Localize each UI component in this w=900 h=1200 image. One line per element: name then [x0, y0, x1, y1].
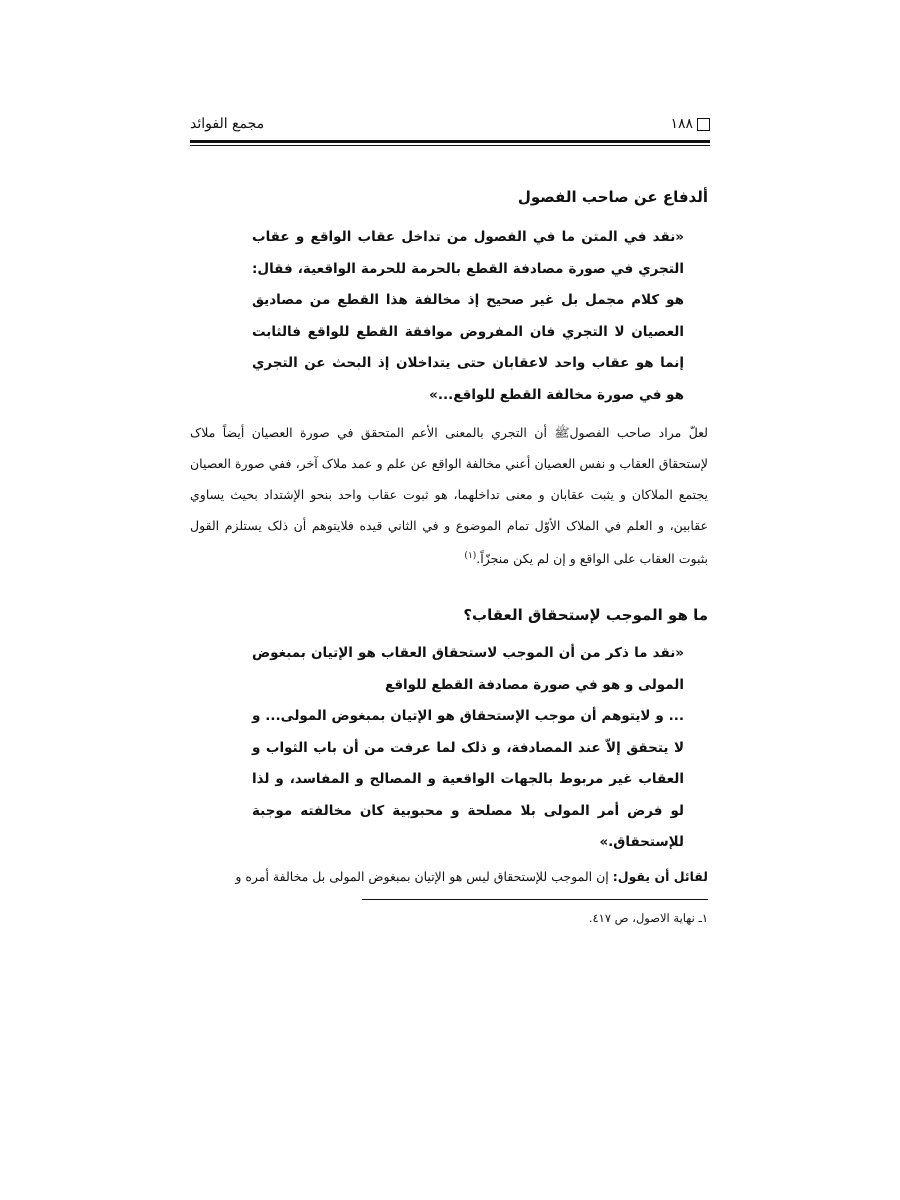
- page-number-group: [670, 116, 710, 132]
- footnote-1: ١ـ نهاية الاصول، ص ٤١٧.: [588, 911, 708, 925]
- section-heading-cause: ما هو الموجب لإستحقاق العقاب؟: [463, 606, 708, 625]
- header-rule-thick: [190, 140, 710, 143]
- footnote-reference[interactable]: (١): [464, 551, 477, 561]
- footnote-divider: [362, 899, 708, 900]
- header-rule-thin: [190, 145, 710, 146]
- commentary-text: لعلّ مراد صاحب الفصولﷺ أن التجري بالمعنى الأعم المتحقق في صورة العصيان أيضاً ملاک لإستحقاق العقاب و نفس العصيان أعني مخالفة الواقع عن علم و عمد ملاک آخر، ففي صورة العصيان يجتمع الملاكان و يثبت عقابان و معنى تداخلهما، هو ثبوت عقاب واحد بنحو الإشتداد بحيث يساوي عقابين، و العلم في الملاک الأوّل تمام الموضوع و في الثاني قيده فلايتوهم أن ذلک يستلزم القول بثبوت العقاب على الواقع و إن لم يكن منجزّاً.: [190, 425, 708, 567]
- commentary-paragraph-2: [190, 861, 708, 892]
- quoted-passage-2: «نقد ما ذكر من أن الموجب لاستحقاق العقاب هو الإتيان بمبغوض المولى و هو في صورة مصادفة القطع للواقع: [252, 645, 684, 693]
- commentary-text: إن الموجب للإستحقاق ليس هو الإتيان بمبغوض المولى بل مخالفة أمره و: [235, 868, 613, 884]
- running-header: [190, 112, 710, 136]
- quoted-passage-1: «نقد في المتن ما في الفصول من تداخل عقاب الواقع و عقاب التجري في صورة مصادفة القطع بالحرمة للحرمة الواقعية، فقال: هو كلام مجمل بل غير صحيح إذ مخالفة هذا القطع من مصاديق العصيان لا التجري فان المفروض موافقة القطع للواقع فالثابت إنما هو عقاب واحد لاعقابان حتى يتداخلان إذ البحث عن التجري هو في صورة مخالفة القطع للواقع...»: [252, 229, 684, 403]
- book-title: مجمع الفوائد: [190, 116, 265, 132]
- quoted-passage-3: ... و لايتوهم أن موجب الإستحقاق هو الإتيان بمبغوض المولى... و لا يتحقق إلاّ عند المصادفة، و ذلک لما عرفت من أن باب الثواب و العقاب غير مربوط بالجهات الواقعية و المصالح و المفاسد، و لذا لو فرض أمر المولى بلا مصلحة و محبوبية كان مخالفته موجبة للإستحقاق.»: [252, 708, 684, 851]
- section-heading-defense: ألدفاع عن صاحب الفصول: [517, 188, 708, 206]
- commentary-paragraph-1: [190, 417, 708, 574]
- square-marker-icon: [697, 118, 710, 131]
- commentary-lead: لقائل أن يقول:: [612, 868, 708, 884]
- page-number: ١٨٨: [670, 116, 693, 132]
- main-content: [190, 182, 708, 892]
